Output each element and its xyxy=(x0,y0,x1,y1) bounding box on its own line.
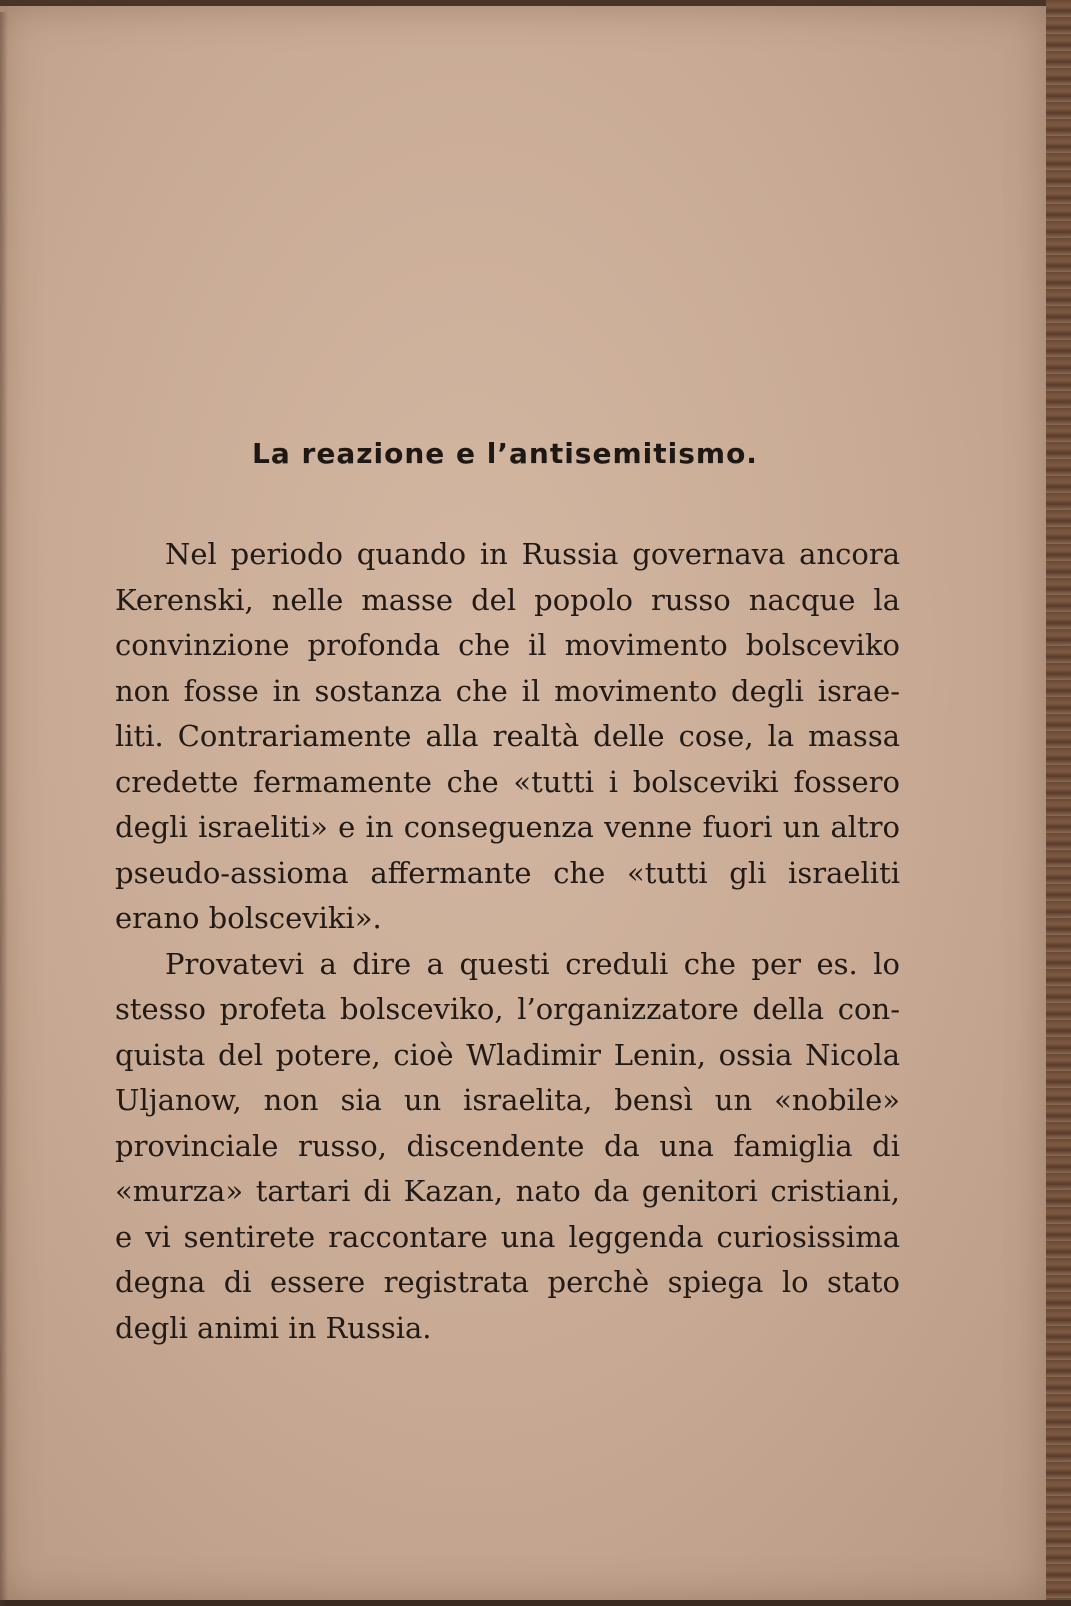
paragraph-1: Nel periodo quando in Russia governava ancora Kerenski, nelle masse del popolo russo nacque la convinzione profonda che il movimento bolsceviko non fosse in sostanza che il movimento degli israeliti. Contrariamente alla realtà delle cose, la massa credette fermamente che «tutti i bolsceviki fossero degli israeliti» e in conseguenza venne fuori un altro pseudo-assioma affermante che «tutti gli israeliti erano bolsceviki». xyxy=(115,537,900,935)
page-gutter-shadow xyxy=(0,12,8,1606)
chapter-title: La reazione e l’antisemitismo. xyxy=(252,437,758,470)
body-text xyxy=(115,532,900,1351)
book-page-edges xyxy=(1046,0,1071,1600)
paragraph-2: Provatevi a dire a questi creduli che per es. lo stesso profeta bolsceviko, l’organizzatore della conquista del potere, cioè Wladimir Lenin, ossia Nicola Uljanow, non sia un israelita, bensì un «nobile» provinciale russo, discendente da una famiglia di «murza» tartari di Kazan, nato da genitori cristiani, e vi sentirete raccontare una leggenda curiosissima degna di essere registrata perchè spiega lo stato degli animi in Russia. xyxy=(115,946,900,1345)
